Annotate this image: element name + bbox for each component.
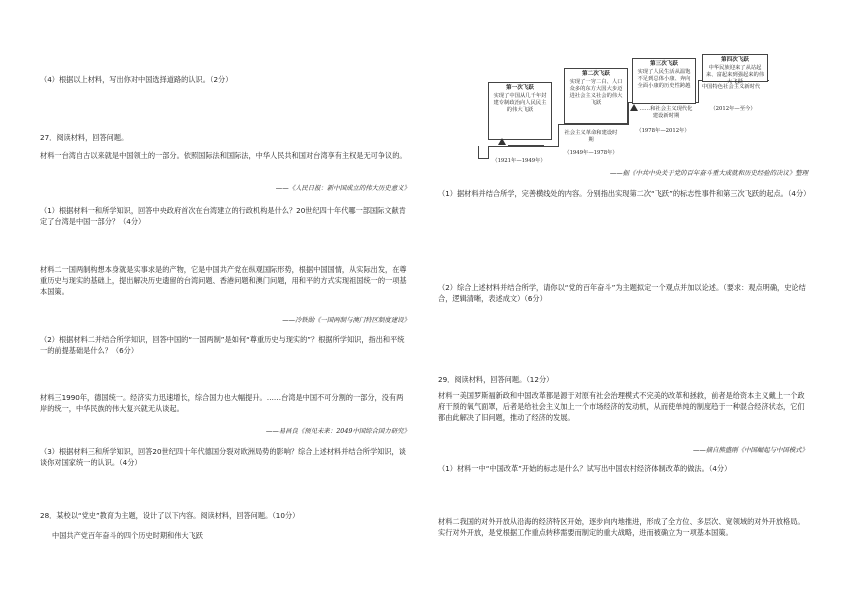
material-3-source: ——易昌良《预见未来：2049中国综合国力研究》 [265,427,410,435]
question-27-3: （3）根据材料三和所学知识，回答20世纪四十年代德国分裂对欧洲局势的影响？综合上述材料并结合所学知识，谈谈你对国家统一的认识。（4分） [40,447,406,467]
question-27-1 [40,205,410,227]
leap-1-text: 实现了中国从几千年封建专制政治向人民民主的伟大飞跃 [493,93,547,113]
leap-4-title: 第四次飞跃 [721,57,749,63]
leap-4-box [702,54,768,85]
blank-marker-1 [498,138,506,145]
material-2-one-country-two-systems: 材料二一国两制构想本身就是实事求是的产物，它是中国共产党在纵观国际形势，根据中国国情，从实际出发，在尊重历史与现实的基础上，提出解决历史遗留的台湾问题、香港问题和澳门问题，用和平的方式实现祖国统一的一项基本国策。 [40,265,407,296]
period-3-label: ……和社会主义现代化建设新时期 [639,106,693,119]
question-27-title: 27．阅读材料，回答问题。 [40,133,129,142]
period-2-years: （1949年—1978年） [564,150,618,156]
material-1-taiwan: 材料一台湾自古以来就是中国领土的一部分。依照国际法和国际法，中华人民共和国对台湾享有主权是无可争议的。 [40,151,407,160]
leap-1-box [488,82,552,140]
period-4-label: 中国特色社会主义新时代 [701,84,761,90]
period-4-years: （2012年—至今） [710,106,756,112]
material-3-germany: 材料三1990年，德国统一。经济实力迅速增长，综合国力也大幅提升。……台湾是中国不可分割的一部分，没有两岸的统一，中华民族的伟大复兴就无从谈起。 [40,393,404,413]
leap-3-text: 实现了人民生活从温饱不足到总体小康、奔向全面小康的历史性跨越 [637,69,691,89]
blank-marker-3 [630,104,638,111]
leap-2-text: 实现了一穷二白、人口众多的东方大国大步迈进社会主义社会的伟大飞跃 [569,79,623,106]
blank-line-1 [508,145,544,146]
period-1-years: （1921年—1949年） [492,158,546,164]
question-28-2: （2）综合上述材料并结合所学，请你以“党的百年奋斗”为主题拟定一个观点并加以论述。（要求：观点明确，史论结合，逻辑清晰，表述成文）（6分） [438,283,806,303]
party-history-timeline-diagram [478,54,798,166]
question-27-1-text: （1）根据材料一和所学知识，回答中央政府首次在台湾建立的行政机构是什么？20世纪四十年代哪一部国际文献肯定了台湾是中国一部分？（4分） [40,206,406,226]
material-1-new-deal-source: ——摘自熊盛刚《中国崛起与中国模式》 [692,446,808,454]
leap-3-title: 第三次飞跃 [650,61,678,67]
leap-2-box [564,68,628,124]
leap-3-box [632,58,696,104]
question-29-1: （1）材料一中“中国改革”开始的标志是什么？试写出中国农村经济体制改革的做法。（4分） [438,464,732,473]
leap-2-title: 第二次飞跃 [582,71,610,77]
period-2-label: 社会主义革命和建设时期 [564,130,618,143]
diagram-source: ——据《中共中央关于党的百年奋斗重大成就和历史经验的决议》整理 [609,169,808,177]
material-2-source: ——冷铁勋《一国两制与澳门特区制度建设》 [282,316,410,324]
period-3-years: （1978年—2012年） [636,128,690,134]
question-28-title: 28．某校以“党史”教育为主题，设计了以下内容。阅读材料，回答问题。（10分） [40,511,300,520]
question-28-subtitle: 中国共产党百年奋斗的四个历史时期和伟大飞跃 [52,531,203,540]
leap-1-title: 第一次飞跃 [506,85,534,91]
material-1-new-deal: 材料一美国罗斯福新政和中国改革都是源于对原有社会治理模式不完美的改革和拯救，前者是给资本主义戴上一个政府干预的氧气面罩，后者是给社会主义加上一个市场经济的发动机，从而使单纯的制度趋于一种混合经济状态，它们都由此解决了旧问题，推动了经济的发展。 [438,391,805,422]
question-27-2: （2）根据材料二并结合所学知识，回答中国的“一国两制”是如何“尊重历史与现实的”？根据所学知识，指出和平统一的前提基础是什么？（6分） [40,335,405,355]
question-29-title: 29．阅读材料，回答问题。（12分） [438,375,554,384]
material-1-source: ——《人民日报：新中国成立的伟大历史意义》 [275,184,410,192]
question-28-1: （1）据材料并结合所学，完善横线处的内容。分别指出实现第二次“飞跃”的标志性事件和第三次飞跃的起点。（4分） [438,189,811,198]
material-2-opening-up: 材料二我国的对外开放从沿海的经济特区开始，逐步向内地推进，形成了全方位、多层次、宽领域的对外开放格局。实行对外开放，是党根据工作重点转移需要而制定的重大战略，进而被确立为一项基本国策。 [438,517,805,537]
question-27-4: （4）根据以上材料，写出你对中国选择道路的认识。（2分） [40,75,233,84]
leap-4-text: 中华民族迎来了从站起来、富起来到强起来的伟大飞跃 [705,65,765,85]
